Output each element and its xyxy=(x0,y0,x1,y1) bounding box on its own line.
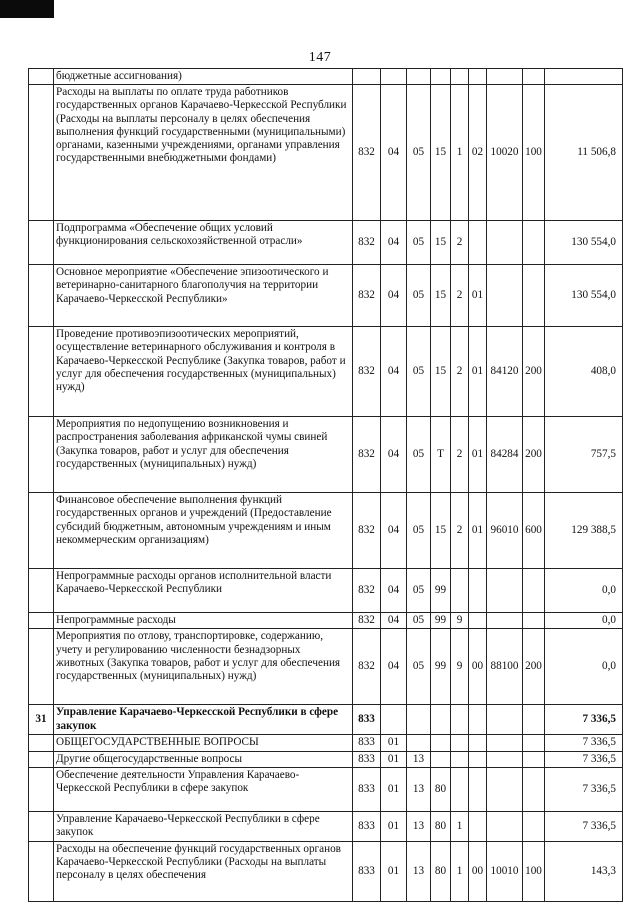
cell-subsection: 05 xyxy=(407,569,431,613)
cell-target-subprogram xyxy=(451,767,469,811)
cell-section: 04 xyxy=(381,629,407,705)
row-name: Непрограммные расходы органов исполнительной власти Карачаево-Черкесской Республики xyxy=(54,569,353,613)
cell-target-subprogram xyxy=(451,69,469,85)
row-number xyxy=(29,417,54,493)
cell-target-direction: 88100 xyxy=(487,629,523,705)
cell-amount: 757,5 xyxy=(545,417,623,493)
cell-subsection: 13 xyxy=(407,811,431,841)
table-row xyxy=(29,735,623,751)
cell-section: 01 xyxy=(381,841,407,901)
cell-expense-type: 200 xyxy=(523,629,545,705)
row-name: Управление Карачаево-Черкесской Республики в сфере закупок xyxy=(54,705,353,735)
cell-target-direction xyxy=(487,569,523,613)
cell-expense-type xyxy=(523,265,545,327)
row-number: 31 xyxy=(29,705,54,735)
cell-target-event xyxy=(469,569,487,613)
cell-grbs: 832 xyxy=(353,417,381,493)
cell-expense-type xyxy=(523,751,545,767)
row-number xyxy=(29,569,54,613)
cell-section: 04 xyxy=(381,265,407,327)
cell-grbs xyxy=(353,69,381,85)
table-row xyxy=(29,751,623,767)
cell-section: 04 xyxy=(381,417,407,493)
cell-section: 01 xyxy=(381,767,407,811)
cell-grbs: 832 xyxy=(353,221,381,265)
row-name: Подпрограмма «Обеспечение общих условий функционирования сельскохозяйственной отрасли» xyxy=(54,221,353,265)
row-name: Расходы на обеспечение функций государственных органов Карачаево-Черкесской Республики (Расходы на выплаты персоналу в целях обеспечения xyxy=(54,841,353,901)
cell-target-event: 00 xyxy=(469,629,487,705)
cell-section xyxy=(381,69,407,85)
cell-target-direction: 10020 xyxy=(487,85,523,221)
cell-expense-type xyxy=(523,69,545,85)
cell-subsection: 13 xyxy=(407,767,431,811)
cell-amount: 143,3 xyxy=(545,841,623,901)
cell-target-direction xyxy=(487,613,523,629)
cell-section: 01 xyxy=(381,751,407,767)
cell-section: 01 xyxy=(381,735,407,751)
cell-target-event: 02 xyxy=(469,85,487,221)
cell-expense-type xyxy=(523,221,545,265)
cell-amount: 11 506,8 xyxy=(545,85,623,221)
cell-expense-type: 200 xyxy=(523,417,545,493)
cell-target-event: 01 xyxy=(469,327,487,417)
cell-target-direction xyxy=(487,811,523,841)
cell-target-direction xyxy=(487,265,523,327)
row-number xyxy=(29,629,54,705)
table-row xyxy=(29,265,623,327)
cell-target-direction xyxy=(487,751,523,767)
cell-target-event xyxy=(469,751,487,767)
cell-expense-type xyxy=(523,735,545,751)
table-row xyxy=(29,85,623,221)
cell-target-subprogram xyxy=(451,735,469,751)
cell-target-event xyxy=(469,767,487,811)
cell-subsection: 05 xyxy=(407,613,431,629)
cell-expense-type: 200 xyxy=(523,327,545,417)
table-row xyxy=(29,767,623,811)
cell-target-event xyxy=(469,705,487,735)
cell-target-direction xyxy=(487,705,523,735)
cell-section: 04 xyxy=(381,221,407,265)
cell-grbs: 833 xyxy=(353,767,381,811)
cell-target-subprogram: 2 xyxy=(451,417,469,493)
cell-amount xyxy=(545,69,623,85)
cell-target-subprogram xyxy=(451,705,469,735)
cell-amount: 130 554,0 xyxy=(545,265,623,327)
cell-target-program xyxy=(431,735,451,751)
cell-target-direction xyxy=(487,69,523,85)
row-name: Расходы на выплаты по оплате труда работников государственных органов Карачаево-Черкесской Республики (Расходы на выплаты персоналу в целях обеспечения выполнения функций государственными (муниципальными) органами, казенными учреждениями, органами управления государственными внебюджетными фондами) xyxy=(54,85,353,221)
table-row xyxy=(29,569,623,613)
cell-target-subprogram: 1 xyxy=(451,811,469,841)
cell-section: 01 xyxy=(381,811,407,841)
row-number xyxy=(29,735,54,751)
page-number: 147 xyxy=(308,50,332,65)
row-name: Проведение противоэпизоотических мероприятий, осуществление ветеринарного обслуживания и контроля в Карачаево-Черкесской Республике (Закупка товаров, работ и услуг для обеспечения государственных (муниципальных) нужд) xyxy=(54,327,353,417)
cell-expense-type xyxy=(523,811,545,841)
cell-subsection xyxy=(407,69,431,85)
cell-target-direction: 84120 xyxy=(487,327,523,417)
cell-target-program: 99 xyxy=(431,613,451,629)
cell-amount: 129 388,5 xyxy=(545,493,623,569)
cell-subsection: 13 xyxy=(407,841,431,901)
table-row xyxy=(29,841,623,901)
cell-grbs: 832 xyxy=(353,613,381,629)
cell-subsection: 05 xyxy=(407,265,431,327)
table-row xyxy=(29,705,623,735)
row-number xyxy=(29,265,54,327)
cell-target-program: 80 xyxy=(431,767,451,811)
cell-section: 04 xyxy=(381,493,407,569)
row-number xyxy=(29,327,54,417)
cell-target-program: Т xyxy=(431,417,451,493)
cell-subsection: 13 xyxy=(407,751,431,767)
cell-target-program xyxy=(431,69,451,85)
row-name: Основное мероприятие «Обеспечение эпизоотического и ветеринарно-санитарного благополучия на территории Карачаево-Черкесской Республики» xyxy=(54,265,353,327)
cell-amount: 408,0 xyxy=(545,327,623,417)
table-row xyxy=(29,221,623,265)
row-name: Мероприятия по недопущению возникновения и распространения заболевания африканской чумы свиней (Закупка товаров, работ и услуг для обеспечения государственных (муниципальных) нужд) xyxy=(54,417,353,493)
cell-target-event xyxy=(469,735,487,751)
cell-target-event xyxy=(469,221,487,265)
cell-target-subprogram: 1 xyxy=(451,841,469,901)
row-name: Управление Карачаево-Черкесской Республики в сфере закупок xyxy=(54,811,353,841)
cell-amount: 7 336,5 xyxy=(545,735,623,751)
cell-target-subprogram xyxy=(451,569,469,613)
row-name: ОБЩЕГОСУДАРСТВЕННЫЕ ВОПРОСЫ xyxy=(54,735,353,751)
cell-target-program: 80 xyxy=(431,811,451,841)
cell-target-direction: 84284 xyxy=(487,417,523,493)
row-number xyxy=(29,613,54,629)
row-number xyxy=(29,221,54,265)
scan-corner-mark xyxy=(0,0,54,18)
cell-target-direction: 10010 xyxy=(487,841,523,901)
cell-target-event xyxy=(469,613,487,629)
cell-grbs: 833 xyxy=(353,751,381,767)
cell-target-subprogram: 2 xyxy=(451,493,469,569)
cell-expense-type: 100 xyxy=(523,85,545,221)
cell-target-program: 99 xyxy=(431,569,451,613)
cell-section xyxy=(381,705,407,735)
cell-target-direction: 96010 xyxy=(487,493,523,569)
table-row xyxy=(29,629,623,705)
row-number xyxy=(29,69,54,85)
cell-target-subprogram: 9 xyxy=(451,613,469,629)
cell-section: 04 xyxy=(381,569,407,613)
cell-target-event: 01 xyxy=(469,493,487,569)
cell-target-subprogram: 2 xyxy=(451,327,469,417)
cell-target-subprogram: 2 xyxy=(451,265,469,327)
cell-target-direction xyxy=(487,767,523,811)
cell-target-program: 99 xyxy=(431,629,451,705)
cell-target-program xyxy=(431,705,451,735)
cell-target-subprogram xyxy=(451,751,469,767)
cell-grbs: 832 xyxy=(353,85,381,221)
row-number xyxy=(29,767,54,811)
cell-expense-type xyxy=(523,705,545,735)
cell-amount: 130 554,0 xyxy=(545,221,623,265)
cell-target-subprogram: 2 xyxy=(451,221,469,265)
cell-expense-type xyxy=(523,613,545,629)
cell-target-program xyxy=(431,751,451,767)
cell-subsection: 05 xyxy=(407,629,431,705)
table-row xyxy=(29,327,623,417)
cell-amount: 7 336,5 xyxy=(545,705,623,735)
cell-section: 04 xyxy=(381,613,407,629)
cell-target-program: 15 xyxy=(431,221,451,265)
cell-expense-type xyxy=(523,767,545,811)
cell-target-program: 15 xyxy=(431,265,451,327)
cell-subsection: 05 xyxy=(407,327,431,417)
table-row xyxy=(29,811,623,841)
cell-grbs: 832 xyxy=(353,327,381,417)
cell-expense-type: 100 xyxy=(523,841,545,901)
table-row xyxy=(29,417,623,493)
cell-section: 04 xyxy=(381,327,407,417)
cell-amount: 7 336,5 xyxy=(545,767,623,811)
cell-target-direction xyxy=(487,735,523,751)
cell-section: 04 xyxy=(381,85,407,221)
cell-target-event xyxy=(469,811,487,841)
cell-grbs: 833 xyxy=(353,841,381,901)
row-number xyxy=(29,493,54,569)
cell-subsection: 05 xyxy=(407,417,431,493)
row-number xyxy=(29,841,54,901)
cell-target-event xyxy=(469,69,487,85)
cell-target-program: 15 xyxy=(431,327,451,417)
row-name: Обеспечение деятельности Управления Карачаево-Черкесской Республики в сфере закупок xyxy=(54,767,353,811)
cell-grbs: 833 xyxy=(353,705,381,735)
cell-target-event: 01 xyxy=(469,265,487,327)
row-number xyxy=(29,811,54,841)
cell-grbs: 833 xyxy=(353,811,381,841)
row-name: Непрограммные расходы xyxy=(54,613,353,629)
cell-amount: 0,0 xyxy=(545,613,623,629)
cell-target-subprogram: 1 xyxy=(451,85,469,221)
row-number xyxy=(29,751,54,767)
table-row xyxy=(29,69,623,85)
row-name: бюджетные ассигнования) xyxy=(54,69,353,85)
row-name: Финансовое обеспечение выполнения функций государственных органов и учреждений (Предоставление субсидий бюджетным, автономным учреждениям и иным некоммерческим организациям) xyxy=(54,493,353,569)
cell-target-subprogram: 9 xyxy=(451,629,469,705)
cell-expense-type: 600 xyxy=(523,493,545,569)
cell-subsection xyxy=(407,705,431,735)
row-name: Другие общегосударственные вопросы xyxy=(54,751,353,767)
cell-grbs: 832 xyxy=(353,493,381,569)
cell-expense-type xyxy=(523,569,545,613)
cell-grbs: 832 xyxy=(353,629,381,705)
cell-target-program: 80 xyxy=(431,841,451,901)
cell-amount: 7 336,5 xyxy=(545,811,623,841)
cell-subsection xyxy=(407,735,431,751)
cell-target-program: 15 xyxy=(431,493,451,569)
table-row xyxy=(29,613,623,629)
cell-grbs: 833 xyxy=(353,735,381,751)
cell-subsection: 05 xyxy=(407,221,431,265)
cell-amount: 7 336,5 xyxy=(545,751,623,767)
table-row xyxy=(29,493,623,569)
cell-target-event: 00 xyxy=(469,841,487,901)
row-number xyxy=(29,85,54,221)
cell-target-direction xyxy=(487,221,523,265)
cell-amount: 0,0 xyxy=(545,569,623,613)
cell-subsection: 05 xyxy=(407,493,431,569)
cell-subsection: 05 xyxy=(407,85,431,221)
budget-table xyxy=(28,68,623,902)
cell-target-event: 01 xyxy=(469,417,487,493)
row-name: Мероприятия по отлову, транспортировке, содержанию, учету и регулированию численности безнадзорных животных (Закупка товаров, работ и услуг для обеспечения государственных (муниципальных) нужд) xyxy=(54,629,353,705)
cell-target-program: 15 xyxy=(431,85,451,221)
cell-grbs: 832 xyxy=(353,265,381,327)
cell-grbs: 832 xyxy=(353,569,381,613)
cell-amount: 0,0 xyxy=(545,629,623,705)
